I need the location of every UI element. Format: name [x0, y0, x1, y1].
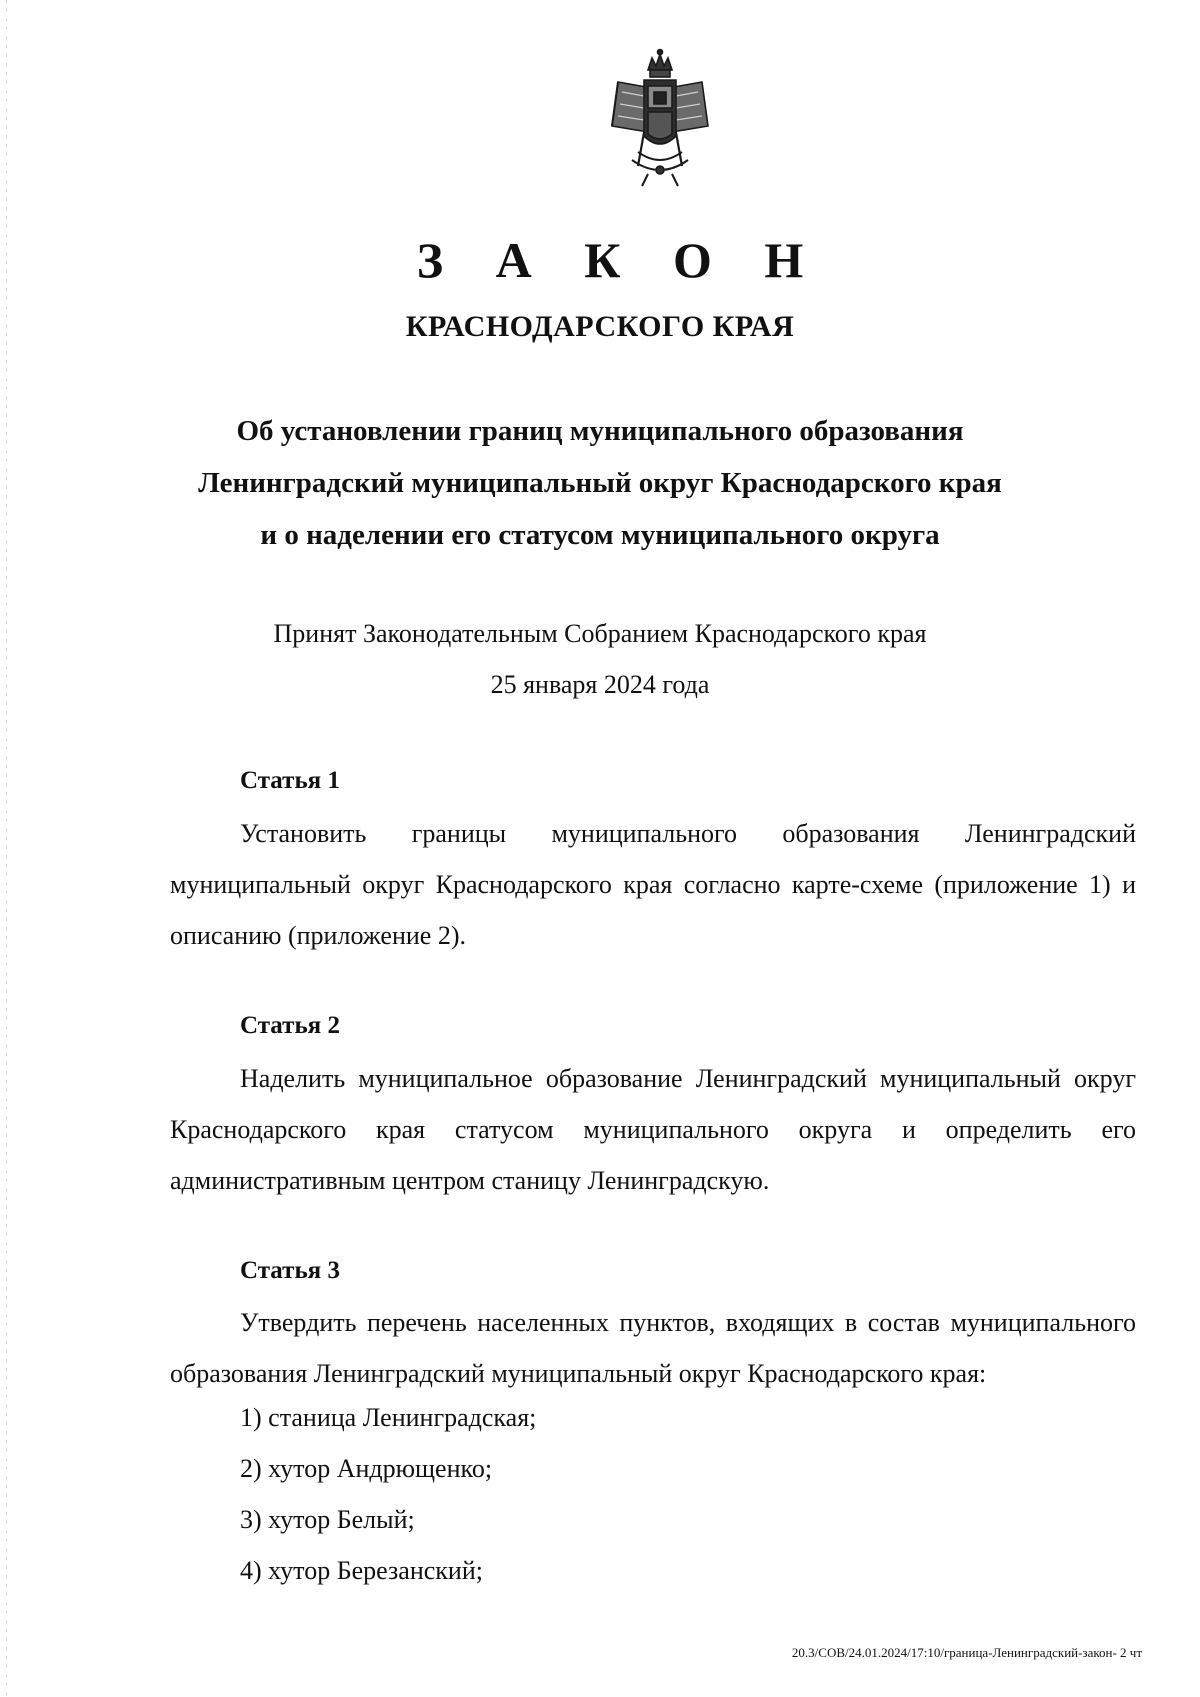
heading-line: и о наделении его статусом муниципального округа — [260, 519, 940, 551]
article-1-text: Установить границы муниципального образования Ленинградский муниципальный округ Краснодарского края согласно карте-схеме (приложение 1) и описанию (приложение 2). — [170, 819, 1136, 950]
document-title: З А К О Н — [416, 232, 824, 288]
article-2-text: Наделить муниципальное образование Ленинградский муниципальный округ Краснодарского края статусом муниципального округа и определить его административным центром станицу Ленинградскую. — [170, 1064, 1136, 1195]
coat-of-arms-icon — [598, 48, 722, 188]
law-heading — [0, 405, 1200, 561]
article-2-title: Статья 2 — [240, 1012, 340, 1039]
list-item: 4) хутор Березанский; — [240, 1556, 483, 1585]
list-item: 2) хутор Андрющенко; — [240, 1454, 493, 1483]
list-item: 1) станица Ленинградская; — [240, 1403, 537, 1432]
adoption-statement — [0, 608, 1200, 710]
adoption-date: 25 января 2024 года — [490, 670, 710, 699]
list-item: 3) хутор Белый; — [240, 1505, 415, 1534]
document-footer-code: 20.3/СОВ/24.01.2024/17:10/граница-Ленинградский-закон- 2 чт — [791, 1645, 1142, 1660]
adoption-line: Принят Законодательным Собранием Краснодарского края — [273, 619, 927, 648]
article-3-text: Утвердить перечень населенных пунктов, входящих в состав муниципального образования Ленинградский муниципальный округ Краснодарского края: — [170, 1308, 1136, 1388]
heading-line: Об установлении границ муниципального образования — [236, 415, 964, 447]
heading-line: Ленинградский муниципальный округ Краснодарского края — [198, 467, 1002, 499]
article-1-title: Статья 1 — [240, 767, 340, 794]
article-3-title: Статья 3 — [240, 1257, 340, 1284]
document-subtitle: КРАСНОДАРСКОГО КРАЯ — [405, 310, 795, 343]
